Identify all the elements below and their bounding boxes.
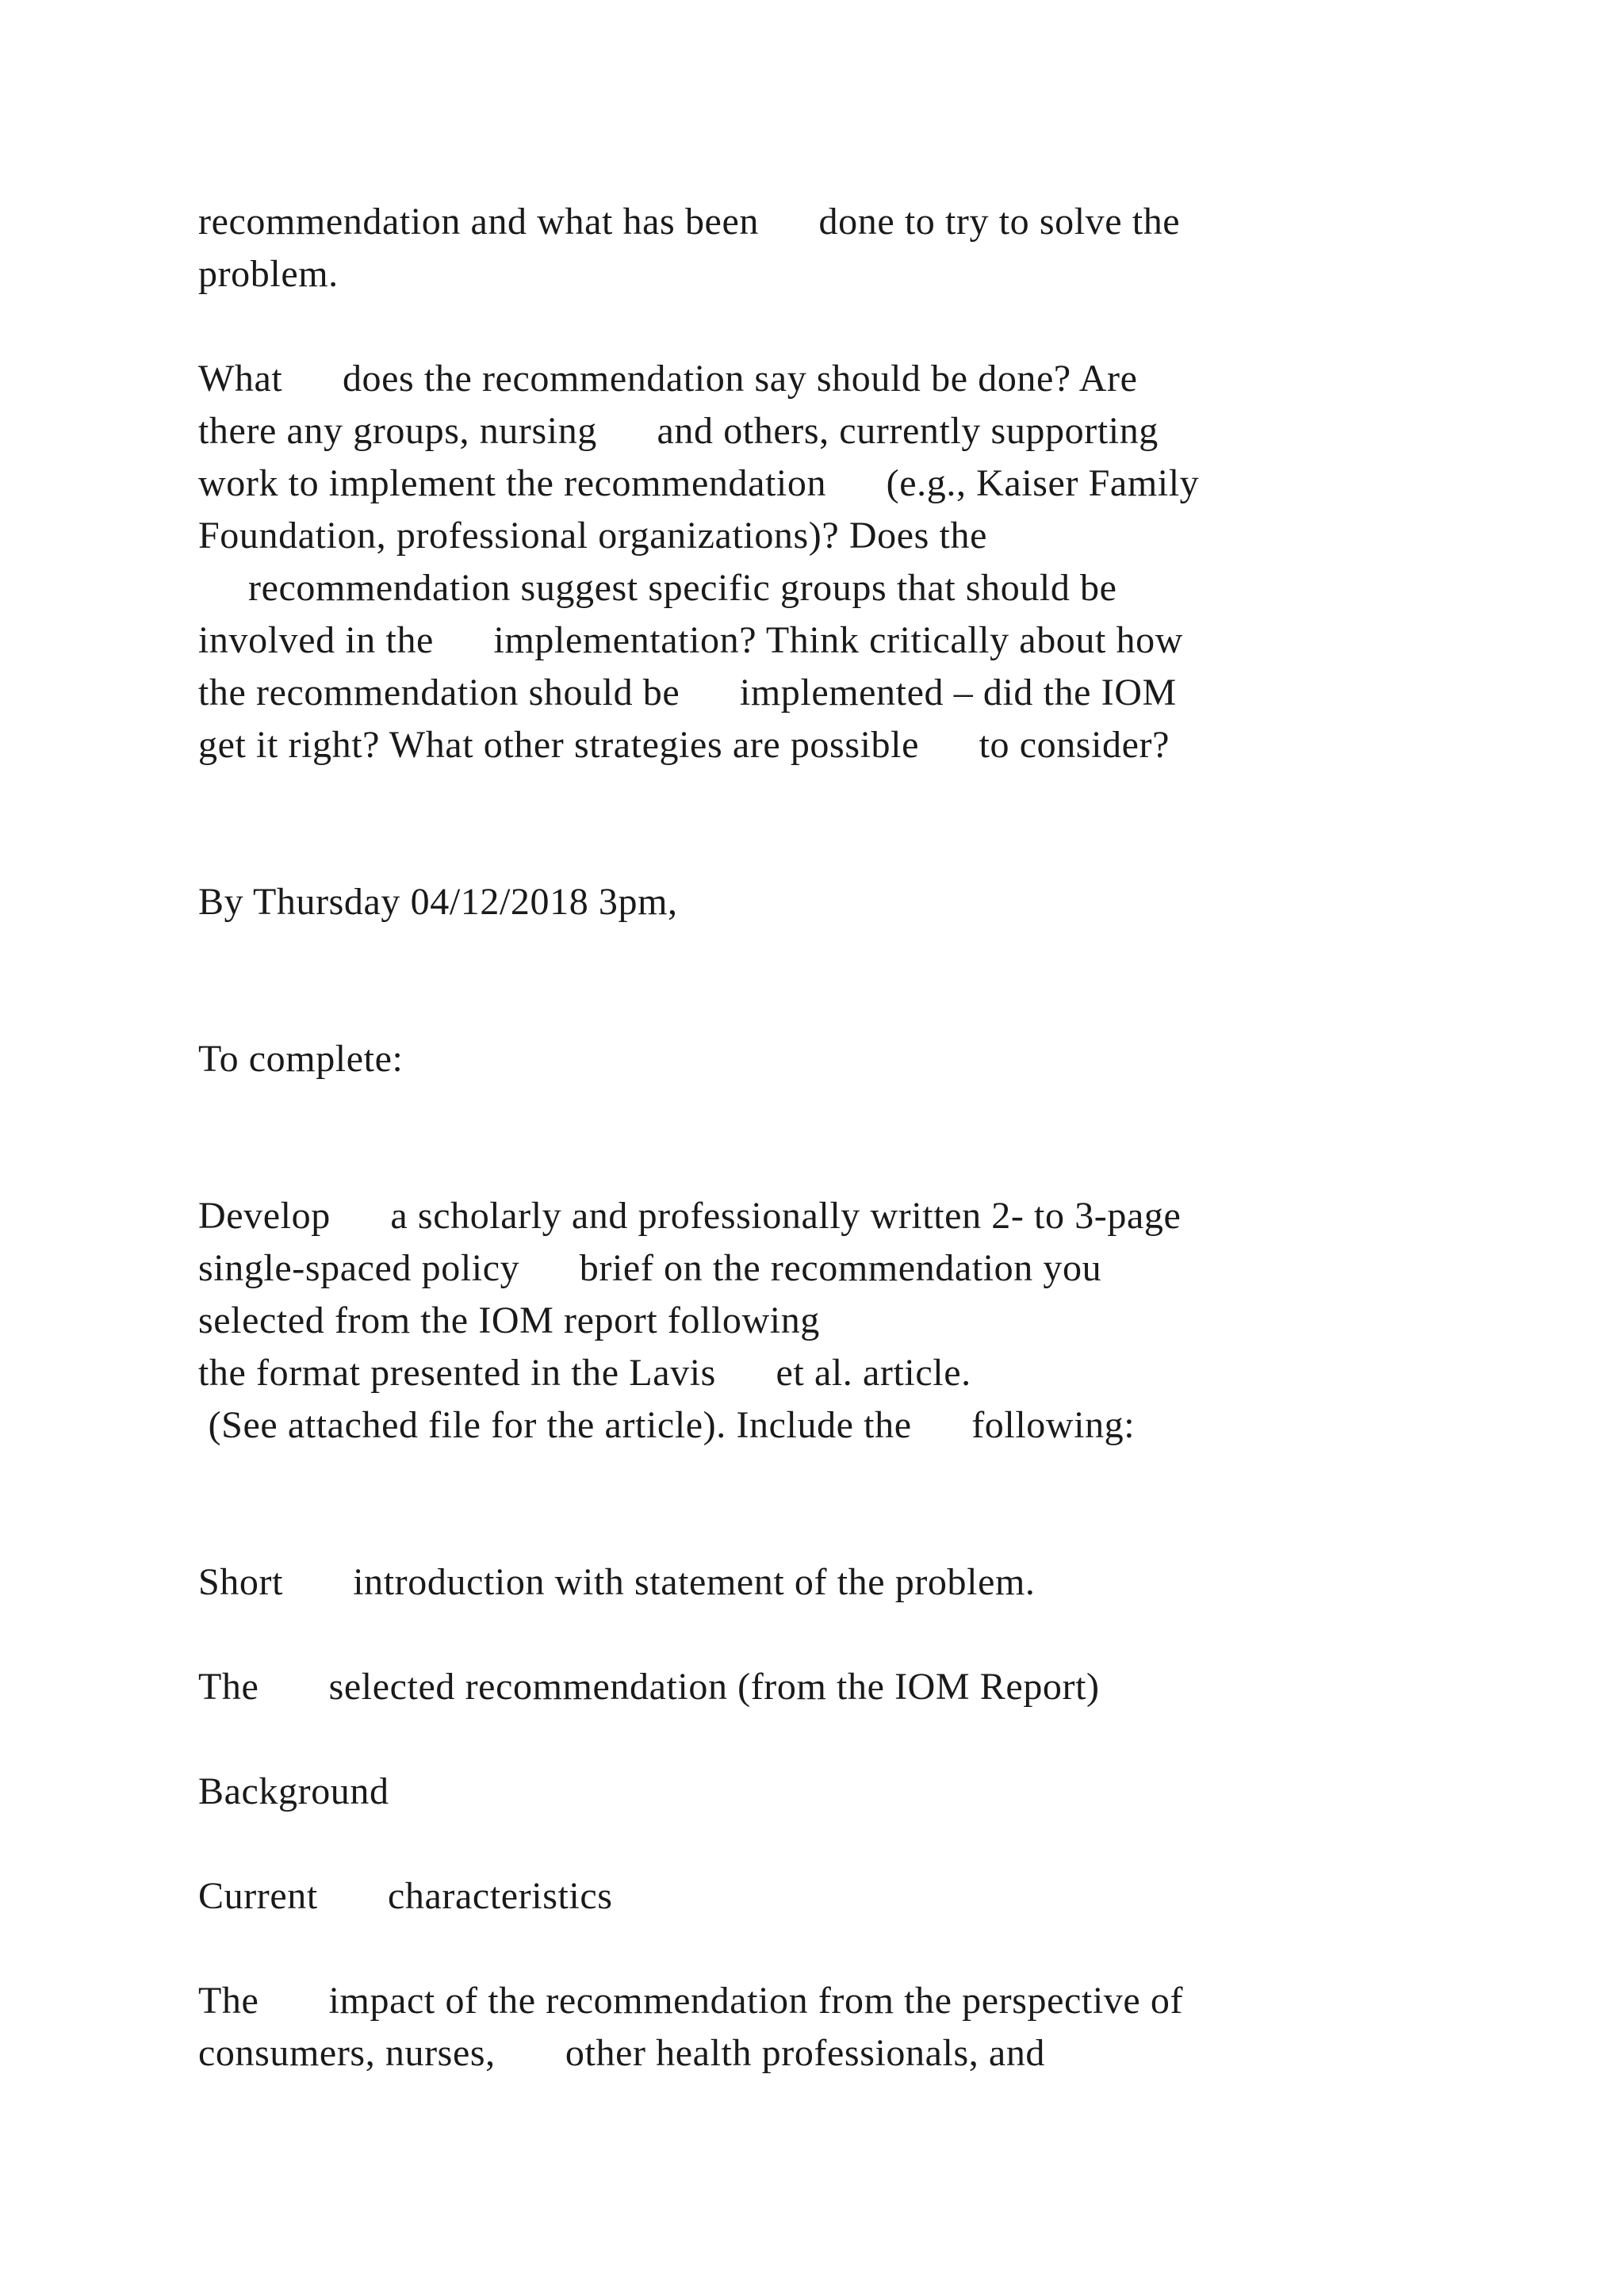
text-line: the format presented in the Lavis et al. article. xyxy=(198,1352,971,1394)
text-line: involved in the implementation? Think critically about how xyxy=(198,619,1183,661)
section-heading: To complete: xyxy=(198,1038,404,1080)
text-line: (See attached file for the article). Include the following: xyxy=(198,1404,1136,1446)
text-line: selected from the IOM report following xyxy=(198,1299,820,1341)
text-line: recommendation and what has been done to try to solve the xyxy=(198,201,1181,243)
list-item: Current characteristics xyxy=(198,1875,613,1917)
list-item: consumers, nurses, other health professionals, and xyxy=(198,2032,1046,2074)
list-item: Short introduction with statement of the problem. xyxy=(198,1561,1036,1603)
list-item: Background xyxy=(198,1770,389,1812)
text-line: work to implement the recommendation (e.g., Kaiser Family xyxy=(198,462,1200,504)
text-line: recommendation suggest specific groups that should be xyxy=(198,567,1117,609)
text-line: Foundation, professional organizations)? Does the xyxy=(198,515,987,557)
text-line: the recommendation should be implemented – did the IOM xyxy=(198,672,1177,714)
text-line: there any groups, nursing and others, currently supporting xyxy=(198,410,1159,452)
text-line: single-spaced policy brief on the recommendation you xyxy=(198,1247,1102,1289)
list-item: The impact of the recommendation from the perspective of xyxy=(198,1980,1184,2022)
list-item: The selected recommendation (from the IOM Report) xyxy=(198,1666,1100,1708)
text-line: Develop a scholarly and professionally written 2- to 3-page xyxy=(198,1195,1182,1237)
text-line: What does the recommendation say should be done? Are xyxy=(198,358,1138,400)
text-line: get it right? What other strategies are possible to consider? xyxy=(198,724,1170,766)
deadline-line: By Thursday 04/12/2018 3pm, xyxy=(198,881,678,923)
text-line: problem. xyxy=(198,253,339,295)
